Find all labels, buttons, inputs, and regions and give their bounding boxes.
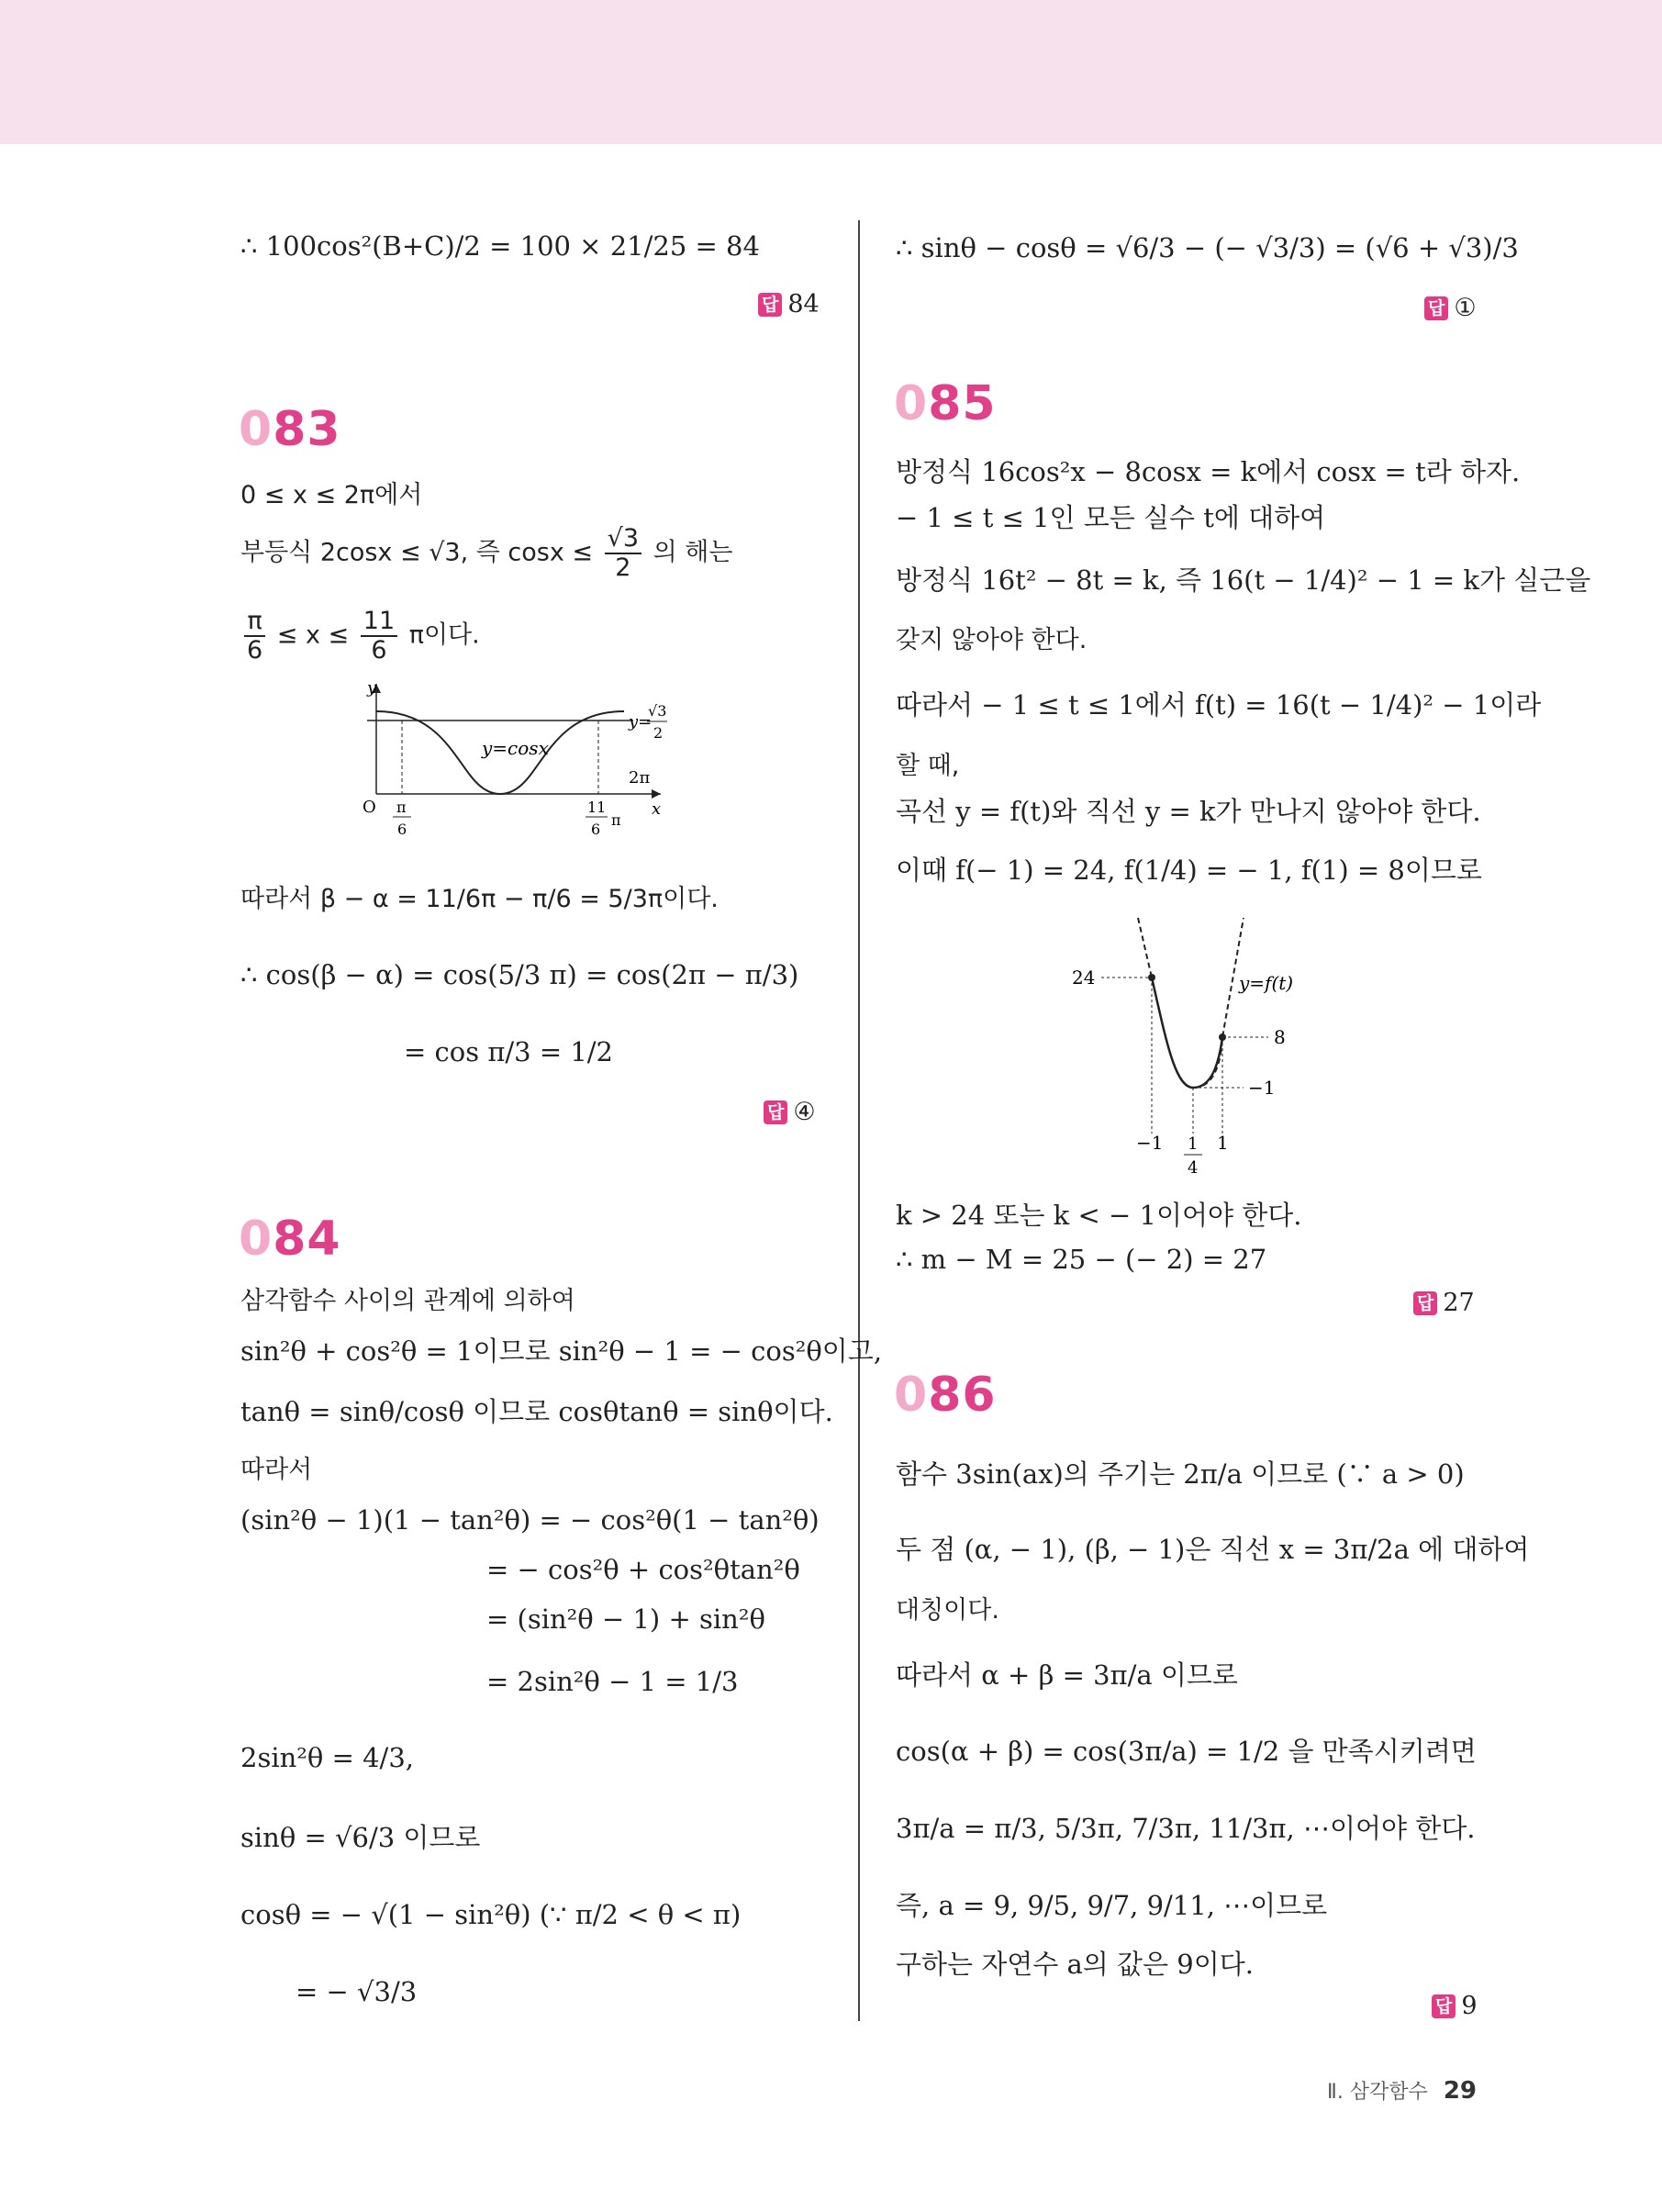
p085-line3: 방정식 16t² − 8t = k, 즉 16(t − 1/4)² − 1 = k가 실근을 [896,564,1591,596]
parabola-x-q-num: 1 [1188,1134,1199,1154]
p084-line7: = (sin²θ − 1) + sin²θ [486,1603,765,1635]
p084-line12: = − √3/3 [296,1976,418,2007]
problem-number-083: 083 [239,402,341,457]
answer-086: 답 9 [1432,1992,1478,2020]
p085-line2: − 1 ≤ t ≤ 1인 모든 실수 t에 대하여 [896,502,1326,533]
graph-tick1-num: π [396,799,407,816]
left-top-line: ∴ 100cos²(B+C)/2 = 100 × 21/25 = 84 [240,230,760,262]
parabola-x-1: 1 [1217,1132,1229,1154]
p084-line3: tanθ = sinθ/cosθ 이므로 cosθtanθ = sinθ이다. [240,1396,833,1427]
p085-line4: 갖지 않아야 한다. [896,626,1088,654]
page-footer [1327,2076,1477,2105]
cosine-graph [349,675,697,849]
p086-line4: 따라서 α + β = 3π/a 이므로 [896,1659,1238,1691]
graph-line-num: √3 [648,702,667,720]
p086-line6: 3π/a = π/3, 5/3π, 7/3π, 11/3π, ⋯이어야 한다. [896,1813,1476,1844]
graph-curve-label: y=cosx [482,737,549,759]
footer-chapter: Ⅱ. 삼각함수 [1326,2081,1428,2104]
problem-number-086: 086 [894,1368,997,1423]
graph-tick2-den: 6 [591,821,601,838]
graph-line-prefix: y= [629,712,653,732]
answer-top-left [758,290,820,318]
parabola-graph [1065,909,1340,1184]
p085-line10: ∴ m − M = 25 − (− 2) = 27 [896,1244,1267,1275]
graph-tick2-suffix: π [611,811,621,829]
graph-2pi-label: 2π [629,768,651,788]
answer-083: 답 ④ [764,1098,816,1126]
p083-line6: = cos π/3 = 1/2 [404,1036,614,1067]
parabola-label-24: 24 [1072,966,1096,989]
graph-tick2-num: 11 [587,799,607,816]
p083-line3: $\frac{\pi}{6}$ ≤ x ≤ $\frac{11}{6}$ π이다. [240,608,480,665]
parabola-curve-label: y=f(t) [1239,972,1294,994]
graph-tick1-den: 6 [397,821,407,838]
answer-top-right: 답 ① [1424,294,1477,322]
parabola-label-8: 8 [1274,1026,1286,1048]
p084-line11: cosθ = − √(1 − sin²θ) (∵ π/2 < θ < π) [240,1899,742,1930]
p086-line7: 즉, a = 9, 9/5, 9/7, 9/11, ⋯이므로 [896,1890,1328,1921]
p086-line5: cos(α + β) = cos(3π/a) = 1/2 을 만족시키려면 [896,1736,1477,1767]
problem-number-084: 084 [239,1212,341,1267]
header-band [0,0,1662,144]
problem-number-085: 085 [894,376,997,431]
footer-page-number: 29 [1443,2077,1477,2105]
graph-line-den: 2 [653,724,664,742]
p085-line9: k > 24 또는 k < − 1이어야 한다. [896,1200,1302,1231]
p083-line4: 따라서 β − α = 11/6π − π/6 = 5/3π이다. [240,885,719,913]
right-top-line: ∴ sinθ − cosθ = √6/3 − (− √3/3) = (√6 + √3)/3 [896,232,1519,263]
p085-line8: 이때 f(− 1) = 24, f(1/4) = − 1, f(1) = 8이므로 [896,855,1482,886]
parabola-x-m1: −1 [1136,1132,1164,1154]
p086-line2: 두 점 (α, − 1), (β, − 1)은 직선 x = 3π/2a 에 대하여 [896,1534,1530,1565]
p084-line10: sinθ = √6/3 이므로 [240,1822,481,1853]
p085-line1: 방정식 16cos²x − 8cosx = k에서 cosx = t라 하자. [896,456,1521,487]
p083-line5: ∴ cos(β − α) = cos(5/3 π) = cos(2π − π/3) [240,959,799,990]
parabola-label-m1: −1 [1248,1077,1276,1099]
p083-line1: 0 ≤ x ≤ 2π에서 [240,481,423,509]
p086-line1: 함수 3sin(ax)의 주기는 2π/a 이므로 (∵ a > 0) [896,1458,1465,1490]
p084-line5: (sin²θ − 1)(1 − tan²θ) = − cos²θ(1 − tan²θ) [240,1504,820,1536]
column-divider [858,220,860,2021]
p084-line1: 삼각함수 사이의 관계에 의하여 [240,1287,575,1315]
p084-line4: 따라서 [240,1456,313,1484]
parabola-x-q-den: 4 [1188,1158,1199,1178]
p086-line3: 대칭이다. [896,1596,999,1625]
answer-tag: 답 [758,293,782,317]
p084-line2: sin²θ + cos²θ = 1이므로 sin²θ − 1 = − cos²θ이고, [240,1335,883,1367]
answer-value: 84 [787,290,820,318]
p085-line5: 따라서 − 1 ≤ t ≤ 1에서 f(t) = 16(t − 1/4)² − 1이라 [896,689,1542,721]
p083-line2: 부등식 2cosx ≤ √3, 즉 cosx ≤ $\frac{√3}{2}$ 의 해는 [240,524,733,582]
p084-line6: = − cos²θ + cos²θtan²θ [486,1554,800,1585]
p086-line8: 구하는 자연수 a의 값은 9이다. [896,1949,1254,1980]
graph-y-label: y [367,678,377,698]
graph-x-label: x [652,799,662,819]
answer-085: 답 27 [1413,1289,1475,1317]
p084-line8: = 2sin²θ − 1 = 1/3 [486,1666,739,1697]
graph-origin-label: O [363,798,376,817]
p084-line9: 2sin²θ = 4/3, [240,1742,414,1773]
p085-line6: 할 때, [896,752,960,780]
p085-line7: 곡선 y = f(t)와 직선 y = k가 만나지 않아야 한다. [896,796,1481,827]
